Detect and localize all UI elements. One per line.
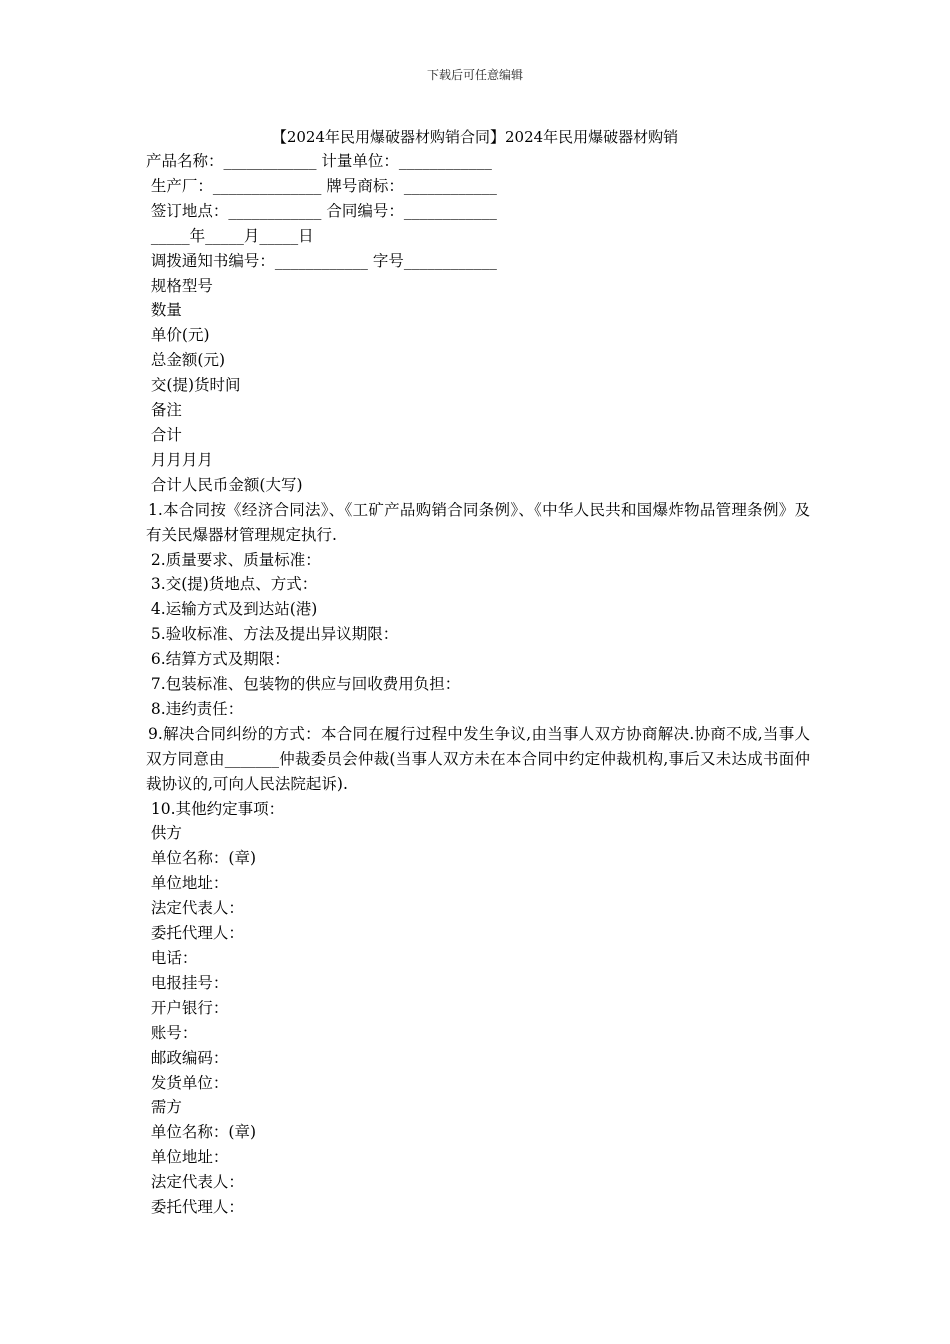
field-allocation-notice: 调拨通知书编号：____________ 字号____________ <box>146 251 497 270</box>
document-title: 【2024年民用爆破器材购销合同】2024年民用爆破器材购销 <box>271 128 679 146</box>
label-spec-model: 规格型号 <box>146 276 213 295</box>
clause-1: 1.本合同按《经济合同法》、《工矿产品购销合同条例》、《中华人民共和国爆炸物品管理条例》及有关民爆器材管理规定执行. <box>146 500 810 544</box>
buyer-heading: 需方 <box>146 1098 182 1117</box>
clause-10: 10.其他约定事项： <box>146 799 285 818</box>
supplier-phone: 电话： <box>146 949 198 967</box>
clause-6: 6.结算方式及期限： <box>146 650 290 669</box>
contract-body <box>146 149 810 1220</box>
clause-8: 8.违约责任： <box>146 699 244 718</box>
label-total-amount: 总金额(元) <box>146 351 226 370</box>
header-note: 下载后可任意编辑 <box>426 68 523 82</box>
supplier-heading: 供方 <box>146 824 182 843</box>
label-quantity: 数量 <box>146 301 182 320</box>
field-date: _____年_____月_____日 <box>146 226 314 245</box>
label-delivery-time: 交(提)货时间 <box>146 376 241 395</box>
label-remarks: 备注 <box>146 401 182 420</box>
supplier-address: 单位地址： <box>146 874 229 893</box>
clause-2: 2.质量要求、质量标准： <box>146 550 321 569</box>
supplier-bank: 开户银行： <box>146 998 229 1017</box>
field-manufacturer: 生产厂：______________ 牌号商标：____________ <box>146 176 497 195</box>
supplier-shipping-unit: 发货单位： <box>146 1073 229 1092</box>
supplier-legal-rep: 法定代表人： <box>146 899 244 918</box>
buyer-agent: 委托代理人： <box>146 1198 244 1217</box>
field-product-name: 产品名称：____________ 计量单位：____________ <box>146 152 492 170</box>
supplier-telegraph: 电报挂号： <box>146 973 229 992</box>
buyer-unit-name: 单位名称：(章) <box>146 1123 257 1142</box>
buyer-address: 单位地址： <box>146 1148 229 1167</box>
supplier-unit-name: 单位名称：(章) <box>146 849 257 868</box>
clause-5: 5.验收标准、方法及提出异议期限： <box>146 625 399 644</box>
supplier-agent: 委托代理人： <box>146 924 244 943</box>
clause-9: 9.解决合同纠纷的方式：本合同在履行过程中发生争议,由当事人双方协商解决.协商不成,当事人双方同意由_______仲裁委员会仲裁(当事人双方未在本合同中约定仲裁机构,事后又未达成书面仲裁协议的,可向人民法院起诉). <box>146 724 810 793</box>
label-total: 合计 <box>146 425 182 444</box>
label-unit-price: 单价(元) <box>146 326 210 345</box>
label-months: 月月月月 <box>146 450 213 469</box>
supplier-postcode: 邮政编码： <box>146 1048 229 1067</box>
buyer-legal-rep: 法定代表人： <box>146 1173 244 1192</box>
supplier-account: 账号： <box>146 1023 198 1042</box>
clause-4: 4.运输方式及到达站(港) <box>146 600 318 619</box>
label-total-rmb: 合计人民币金额(大写) <box>146 475 303 494</box>
clause-7: 7.包装标准、包装物的供应与回收费用负担： <box>146 675 461 694</box>
clause-3: 3.交(提)货地点、方式： <box>146 575 318 594</box>
field-signing-place: 签订地点：____________ 合同编号：____________ <box>146 201 497 220</box>
